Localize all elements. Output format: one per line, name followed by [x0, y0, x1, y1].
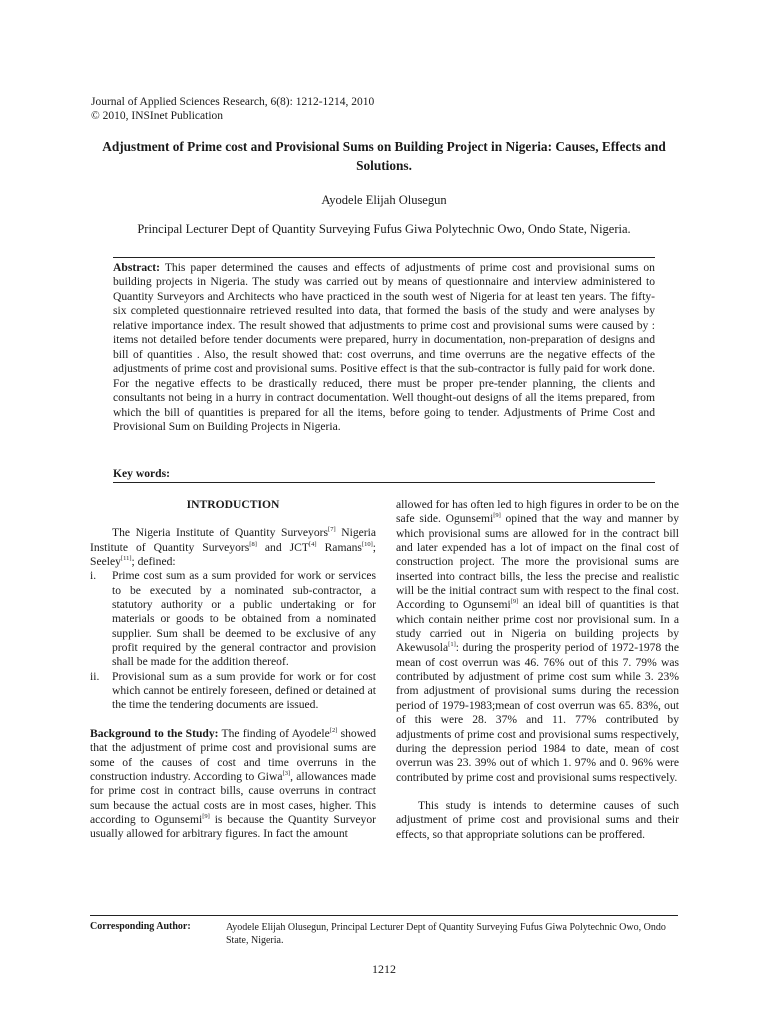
intro-text-4: Ramans: [316, 540, 362, 554]
body-text-3: an ideal bill of quantities is that which contain neither prime cost nor provisional sum. In a study carried out in Nigeria on building projects by Akewusola: [396, 598, 679, 655]
spacer: [90, 713, 376, 727]
citation-ref: [1]: [448, 641, 456, 649]
author-affiliation: Principal Lecturer Dept of Quantity Surveying Fufus Giwa Polytechnic Owo, Ondo State, Nigeria.: [137, 222, 631, 236]
left-column: [90, 498, 376, 842]
definition-text: Prime cost sum as a sum provided for work or services to be executed by a nominated sub-contractor, a statutory authority or a public undertaking or for materials or goods to be obtained from a nominated supplier. Sum shall be deemed to be exclusive of any profit required by the general contractor and provision shall be made for the addition thereof.: [112, 569, 376, 669]
citation-ref: [9]: [493, 512, 501, 520]
intro-text-6: ; defined:: [131, 555, 176, 569]
background-text-4: is because the Quantity Surveyor usually allowed for arbitrary figures. In fact the amount: [90, 812, 376, 841]
definition-list: [90, 569, 376, 712]
citation-ref: [10]: [361, 540, 373, 548]
citation-ref: [7]: [328, 526, 336, 534]
corresponding-author-label: Corresponding Author:: [90, 921, 191, 932]
abstract: [113, 261, 655, 434]
intro-paragraph: [90, 526, 376, 569]
citation-ref: [8]: [249, 540, 257, 548]
page-number: 1212: [372, 962, 396, 976]
citation-ref: [4]: [308, 540, 317, 548]
background-text-3: , allowances made for prime cost in contract bills, cause overruns in contract sum because the actual costs are in most cases, higher. This according to Ogunsemi: [90, 769, 376, 826]
citation-ref: [9]: [510, 598, 519, 606]
section-heading-introduction: INTRODUCTION: [186, 498, 280, 511]
copyright-line: © 2010, INSInet Publication: [91, 110, 224, 122]
citation-ref: [9]: [202, 813, 210, 821]
list-marker: i.: [90, 569, 97, 583]
keywords: [113, 467, 170, 480]
citation-ref: [3]: [282, 769, 291, 777]
right-column: [396, 498, 679, 842]
background-text-2: showed that the adjustment of prime cost and provisional sums are some of the causes of cost and time overruns in the construction industry. According to Giwa: [90, 726, 376, 783]
body-text-4: : during the prosperity period of 1972-1978 the mean of cost overrun was 46. 76% out of this 7. 79% was contributed by adjustment of prime cost sum while 3. 23% from adjustment of provisional sums during the recession period of 1979-1983;mean of cost overrun was 65. 83%, out of this were 28. 37% and 11. 77% contributed by adjustments of prime cost and provisional sums respectively, during the depression period 1984 to date, mean of cost overrun was 23. 39% out of which 1. 97% and 0. 96% were contributed by prime cost and provisional sums respectively.: [396, 641, 679, 784]
journal-citation: Journal of Applied Sciences Research, 6(8): 1212-1214, 2010: [91, 96, 375, 108]
intro-text-3: and JCT: [256, 540, 309, 554]
citation-ref: [2]: [329, 726, 338, 734]
journal-header: [91, 95, 374, 123]
paper-title: Adjustment of Prime cost and Provisional Sums on Building Project in Nigeria: Causes, Effects and Solutions.: [102, 139, 666, 173]
footnote-rule: [90, 915, 678, 916]
intro-text-1: The Nigeria Institute of Quantity Surveyors: [112, 526, 329, 540]
definition-text: Provisional sum as a sum provide for work or for cost which cannot be entirely foreseen, defined or detained at the time the tendering documents are issued.: [112, 669, 376, 712]
abstract-label: Abstract:: [113, 261, 161, 274]
study-aim-paragraph: This study is intends to determine causes of such adjustment of prime cost and provisional sums and their effects, so that appropriate solutions can be proffered.: [396, 798, 679, 841]
body-text-1: allowed for has often led to high figures in order to be on the safe side. Ogunsemi: [396, 498, 679, 526]
intro-text-5: ; Seeley: [90, 540, 377, 569]
background-label: Background to the Study:: [90, 726, 219, 740]
abstract-text: This paper determined the causes and effects of adjustments of prime cost and provisional sums on building projects in Nigeria. The study was carried out by means of questionnaire and interview administered to Quantity Surveyors and Architects who have practiced in the south west of Nigeria for at least ten years. The fifty-six completed questionnaire retrieved resulted into data, that formed the basis of the study and were analyses by relative importance index. The result showed that adjustments to prime cost and provisional sums were caused by : items not detailed before tender documents were prepared, hurry in documentation, non-preparation of designs and bill of quantities . Also, the result showed that: cost overruns, and time overruns are the negative effects of the adjustments of prime cost and provisional sums. Positive effect is that the sub-contractor is fully paid for work done. For the negative effects to be drastically reduced, there must be proper pre-tender planning, the clients and consultants not being in a hurry in contract documentation. Well thought-out designs of all the items prepared, from which the bill of quantities is prepared for all the items, before going to tender. Adjustments of Prime Cost and Provisional Sum on Building Projects in Nigeria.: [113, 261, 655, 433]
keywords-label: Key words:: [113, 467, 170, 480]
corresponding-author-details: Ayodele Elijah Olusegun, Principal Lecturer Dept of Quantity Surveying Fufus Giwa Polytechnic Owo, Ondo State, Nigeria.: [226, 922, 666, 946]
list-item: [90, 670, 376, 713]
continued-paragraph: [396, 498, 679, 785]
keywords-rule: [113, 482, 655, 483]
author-name: Ayodele Elijah Olusegun: [321, 193, 447, 207]
list-marker: ii.: [90, 669, 100, 683]
list-item: [90, 569, 376, 669]
spacer: [396, 785, 679, 799]
intro-text-2: Nigeria Institute of Quantity Surveyors: [90, 526, 376, 554]
background-text-1: The finding of Ayodele: [218, 726, 330, 740]
citation-ref: [11]: [120, 555, 132, 563]
body-text-2: opined that the way and manner by which provisional sums are allowed for in the contract bill and later expended has a lot of impact on the final cost of construction project. The more the provisional sums are inserted into contract bills, the less the precise and realistic will be the initial contract sum with respect to the final cost. According to Ogunsemi: [396, 512, 679, 612]
background-paragraph: [90, 727, 376, 842]
abstract-top-rule: [113, 257, 655, 258]
